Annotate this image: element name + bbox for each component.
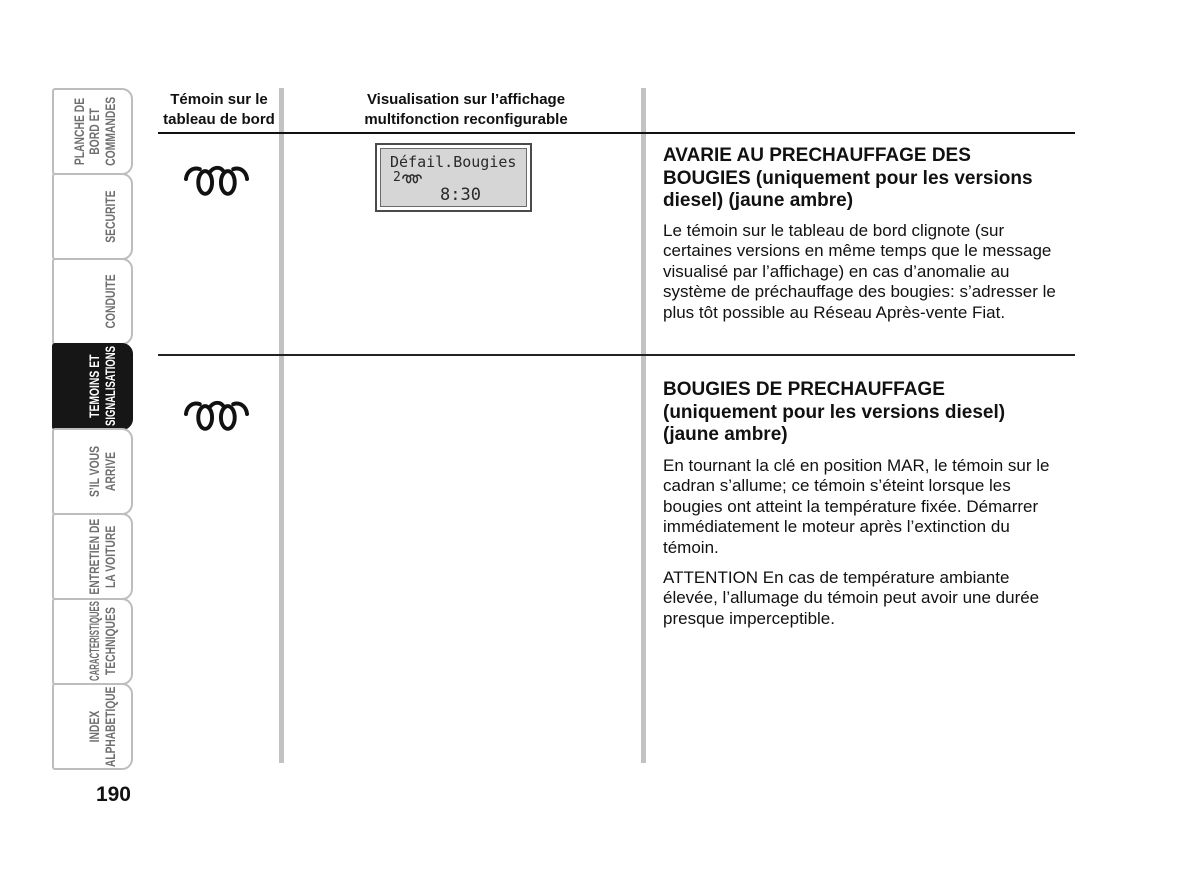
text-line: système de préchauffage des bougies: s’adresser le <box>663 282 1056 302</box>
text-line: cadran s’allume; ce témoin s’éteint lorsque les <box>663 476 1011 496</box>
tab-securite <box>52 173 133 260</box>
tab-label: INDEX <box>86 710 102 743</box>
tab-label: COMMANDES <box>101 96 118 167</box>
tab-label: CONDUITE <box>101 274 118 329</box>
tab-label: CARACTERISTIQUES <box>86 601 102 682</box>
row-divider <box>158 354 1075 356</box>
display-message: Défail.Bougies <box>390 153 517 171</box>
section-tabs <box>52 88 133 770</box>
title-line: BOUGIES DE PRECHAUFFAGE <box>663 379 945 400</box>
warning-title <box>663 145 1033 213</box>
text-line: plus tôt possible au Réseau Après-vente Fiat. <box>663 302 1006 322</box>
title-line: (uniquement pour les versions diesel) <box>663 401 1006 423</box>
text-line: presque imperceptible. <box>663 608 835 628</box>
title-line: BOUGIES (uniquement pour les versions <box>663 167 1033 189</box>
tab-label: TEMOINS ET <box>86 354 102 419</box>
text-line: visualisé par l’affichage) en cas d’anomalie au <box>663 261 1010 281</box>
title-line: diesel) (jaune ambre) <box>663 190 854 211</box>
text-line: ATTENTION En cas de température ambiante <box>663 568 1010 587</box>
tab-label: ARRIVE <box>101 451 118 492</box>
tab-conduite <box>52 258 133 345</box>
tab-caracteristiques-techniques <box>52 598 133 685</box>
column-divider <box>279 88 284 763</box>
header-line: Témoin sur le <box>170 91 268 108</box>
tab-sil-vous-arrive <box>52 428 133 515</box>
text-line: En tournant la clé en position MAR, le témoin sur le <box>663 456 1050 475</box>
tab-label: ENTRETIEN DE <box>86 518 102 595</box>
page-number: 190 <box>95 783 131 806</box>
tab-label: PLANCHE DE <box>70 97 87 166</box>
glow-plug-icon <box>183 398 250 432</box>
tab-temoins-et-signalisations <box>52 343 133 430</box>
text-line: témoin. <box>663 537 719 557</box>
header-line: multifonction reconfigurable <box>364 111 568 128</box>
attention-note <box>663 568 1039 629</box>
tab-label: TECHNIQUES <box>101 607 118 676</box>
tab-label: SIGNALISATIONS <box>101 346 118 427</box>
tab-label: ALPHABETIQUE <box>101 686 118 767</box>
column-header-indicator <box>158 90 280 130</box>
header-line: tableau de bord <box>163 111 275 128</box>
tab-index-alphabetique <box>52 683 133 770</box>
tab-label: BORD ET <box>86 108 102 155</box>
display-clock: 8:30 <box>440 185 481 205</box>
text-line: bougies ont atteint la température fixée. Démarrer <box>663 496 1039 516</box>
tab-label: SECURITE <box>101 190 118 243</box>
tab-label: S’IL VOUS <box>86 445 102 498</box>
title-line: AVARIE AU PRECHAUFFAGE DES <box>663 145 971 166</box>
warning-description <box>663 456 1049 558</box>
multifunction-display <box>375 143 532 212</box>
warning-title <box>663 379 1005 447</box>
text-line: immédiatement le moteur après l’extinction du <box>663 517 1010 537</box>
column-header-display <box>286 90 646 130</box>
column-divider <box>641 88 646 763</box>
header-line: Visualisation sur l’affichage <box>366 91 566 108</box>
display-digit: 2 <box>393 170 401 185</box>
text-line: Le témoin sur le tableau de bord clignote (sur <box>663 221 1005 240</box>
tab-planche-de-bord-et-commandes <box>52 88 133 175</box>
glow-plug-icon <box>183 163 250 197</box>
glow-plug-icon <box>402 173 422 184</box>
text-line: élevée, l’allumage du témoin peut avoir une durée <box>663 588 1040 608</box>
tab-entretien-de-la-voiture <box>52 513 133 600</box>
tab-label: LA VOITURE <box>101 525 118 588</box>
text-line: certaines versions en même temps que le message <box>663 241 1052 261</box>
title-line: (jaune ambre) <box>663 424 788 445</box>
warning-description <box>663 221 1056 323</box>
header-rule <box>158 132 1075 134</box>
